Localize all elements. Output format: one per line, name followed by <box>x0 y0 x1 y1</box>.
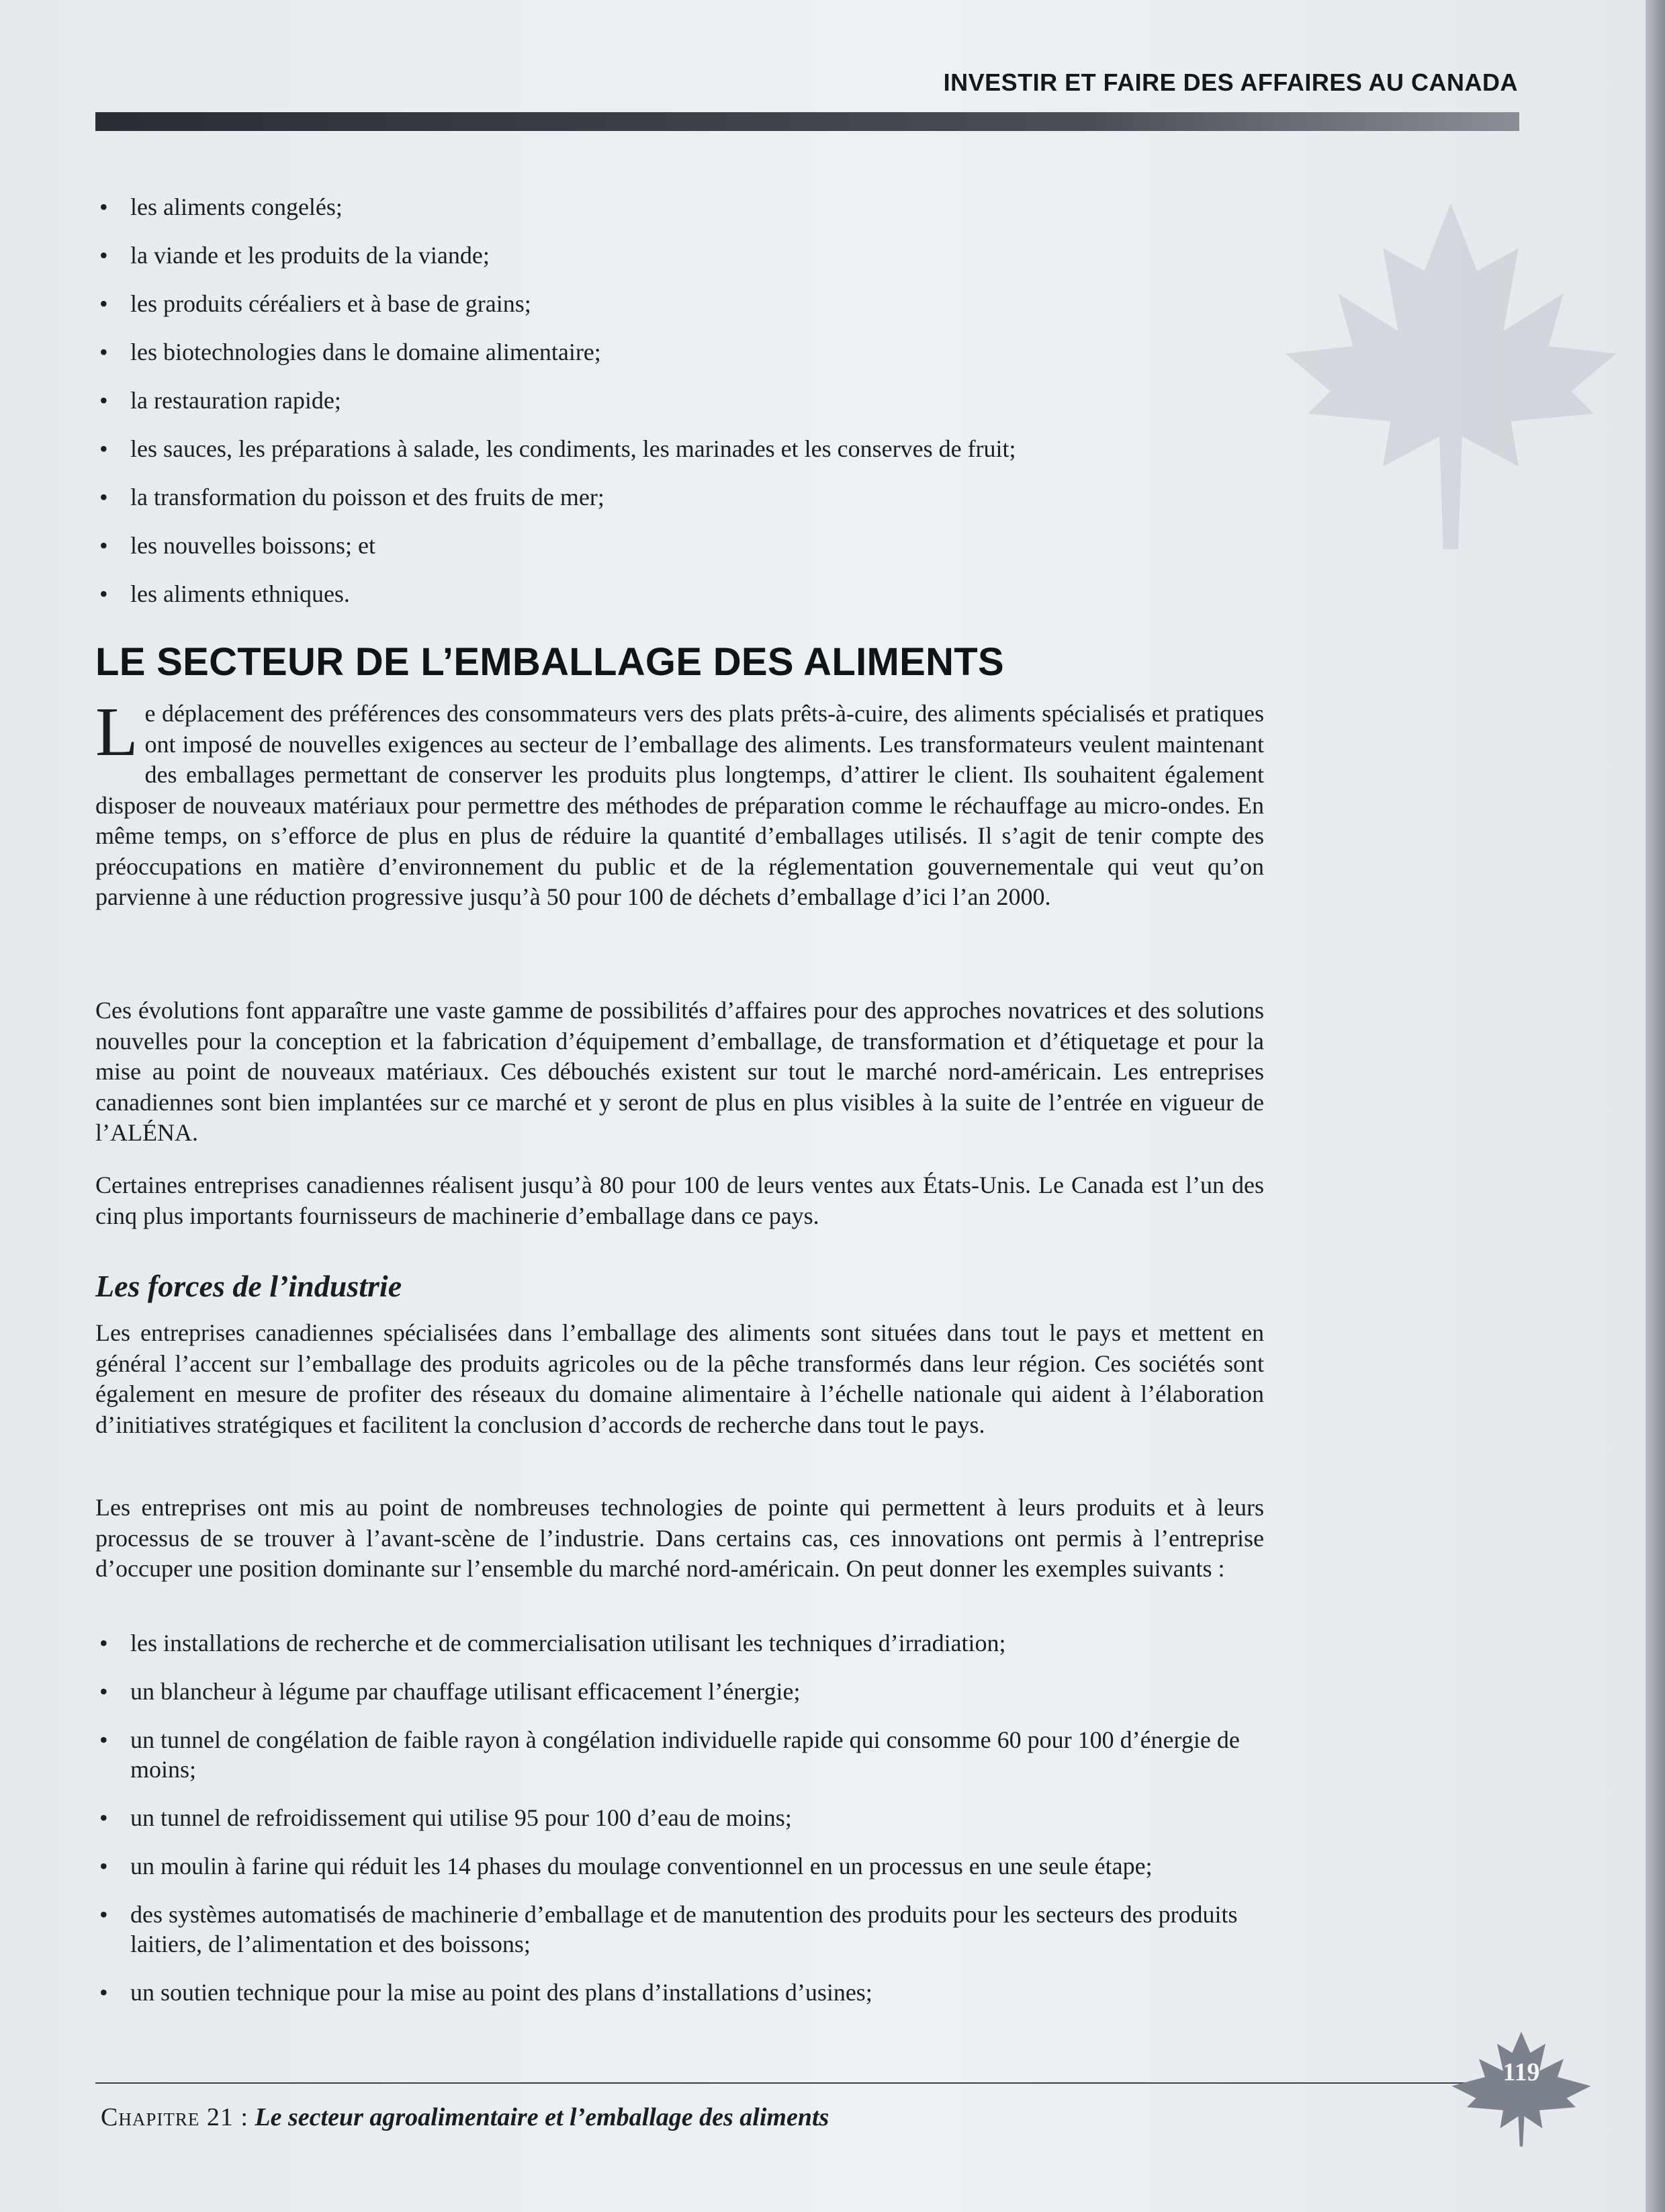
list-item-text: la restauration rapide; <box>130 387 341 414</box>
list-item-text: les installations de recherche et de commercialisation utilisant les techniques d’irradiation; <box>130 1630 1006 1656</box>
maple-leaf-badge-icon <box>1444 2029 1599 2150</box>
list-item <box>95 386 1264 415</box>
subsection-heading: Les forces de l’industrie <box>95 1269 402 1303</box>
bullet-icon: • <box>99 1630 108 1656</box>
bullet-icon: • <box>99 193 108 220</box>
innovation-examples-list <box>95 1628 1264 2026</box>
list-item <box>95 579 1264 609</box>
bullet-icon: • <box>99 1804 108 1831</box>
list-item <box>95 482 1264 512</box>
intro-paragraph-text: e déplacement des préférences des consommateurs vers des plats prêts-à-cuire, des aliments spécialisés et pratiques ont imposé de nouvelles exigences au secteur de l’emballage des aliments. Les transformateurs veulent maintenant des emballages permettant de conserver les produits plus longtemps, d’attirer le client. Ils souhaitent également disposer de nouveaux matériaux pour permettre des méthodes de préparation comme le réchauffage au micro-ondes. En même temps, on s’efforce de plus en plus de réduire la quantité d’emballages utilisés. Il s’agit de tenir compte des préoccupations en matière d’environnement du public et de la réglementation gouvernementale qui veut qu’on parvienne à une réduction progressive jusqu’à 50 pour 100 de déchets d’emballage d’ici l’an 2000. <box>95 700 1264 910</box>
list-item <box>95 192 1264 222</box>
bullet-icon: • <box>99 580 108 607</box>
list-item-text: les biotechnologies dans le domaine alimentaire; <box>130 339 601 365</box>
list-item-text: un soutien technique pour la mise au point des plans d’installations d’usines; <box>130 1979 872 2006</box>
list-item <box>95 531 1264 560</box>
list-item <box>95 1978 1264 2007</box>
bullet-icon: • <box>99 1853 108 1879</box>
bullet-icon: • <box>99 1678 108 1705</box>
list-item <box>95 1628 1264 1658</box>
bullet-icon: • <box>99 339 108 365</box>
bullet-icon: • <box>99 1979 108 2006</box>
footer-rule <box>95 2082 1479 2084</box>
list-item <box>95 337 1264 367</box>
list-item <box>95 1851 1264 1881</box>
footer-chapter-subject: Le secteur agroalimentaire et l’emballage des aliments <box>255 2103 829 2131</box>
intro-paragraph <box>95 693 1264 913</box>
list-item-text: les sauces, les préparations à salade, les condiments, les marinades et les conserves de fruit; <box>130 435 1016 462</box>
chapter-footer <box>101 2103 829 2132</box>
bullet-icon: • <box>99 484 108 511</box>
page-number: 119 <box>1502 2058 1540 2086</box>
list-item-text: un blancheur à légume par chauffage utilisant efficacement l’énergie; <box>130 1678 801 1705</box>
list-item-text: un tunnel de refroidissement qui utilise 95 pour 100 d’eau de moins; <box>130 1804 792 1831</box>
footer-chapter-label: Chapitre 21 : <box>101 2103 249 2131</box>
exports-paragraph: Certaines entreprises canadiennes réalisent jusqu’à 80 pour 100 de leurs ventes aux États-Unis. Le Canada est l’un des cinq plus importants fournisseurs de machinerie d’emballage dans ce pays. <box>95 1171 1264 1229</box>
drop-cap: L <box>95 693 138 770</box>
opportunities-paragraph: Ces évolutions font apparaître une vaste gamme de possibilités d’affaires pour des approches novatrices et des solutions nouvelles pour la conception et la fabrication d’équipement d’emballage, de transformation et d’étiquetage et pour la mise au point de nouveaux matériaux. Ces débouchés existent sur tout le marché nord-américain. Les entreprises canadiennes sont bien implantées sur ce marché et y seront de plus en plus visibles à la suite de l’entrée en vigueur de l’ALÉNA. <box>95 997 1264 1146</box>
list-item-text: la viande et les produits de la viande; <box>130 242 490 269</box>
list-item-text: des systèmes automatisés de machinerie d’emballage et de manutention des produits pour les secteurs des produits laitiers, de l’alimentation et des boissons; <box>130 1901 1238 1957</box>
list-item-text: les produits céréaliers et à base de grains; <box>130 290 531 317</box>
bullet-icon: • <box>99 532 108 559</box>
maple-leaf-watermark-icon <box>1263 188 1639 564</box>
header-rule <box>95 112 1519 131</box>
bullet-icon: • <box>99 1726 108 1753</box>
list-item <box>95 1803 1264 1832</box>
list-item-text: la transformation du poisson et des fruits de mer; <box>130 484 604 511</box>
bullet-icon: • <box>99 290 108 317</box>
list-item <box>95 1900 1264 1959</box>
strengths-paragraph: Les entreprises canadiennes spécialisées dans l’emballage des aliments sont situées dans tout le pays et mettent en général l’accent sur l’emballage des produits agricoles ou de la pêche transformés dans leur région. Ces sociétés sont également en mesure de profiter des réseaux du domaine alimentaire à l’échelle nationale qui aident à l’élaboration d’initiatives stratégiques et facilitent la conclusion d’accords de recherche dans tout le pays. <box>95 1319 1264 1438</box>
bullet-icon: • <box>99 387 108 414</box>
bullet-icon: • <box>99 435 108 462</box>
list-item-text: les aliments ethniques. <box>130 580 350 607</box>
list-item <box>95 240 1264 270</box>
list-item <box>95 1725 1264 1784</box>
list-item-text: les nouvelles boissons; et <box>130 532 375 559</box>
food-sectors-list <box>95 192 1264 627</box>
running-header: INVESTIR ET FAIRE DES AFFAIRES AU CANADA <box>943 69 1518 96</box>
section-heading: LE SECTEUR DE L’EMBALLAGE DES ALIMENTS <box>95 640 1004 684</box>
technologies-paragraph: Les entreprises ont mis au point de nombreuses technologies de pointe qui permettent à leurs produits et à leurs processus de se trouver à l’avant-scène de l’industrie. Dans certains cas, ces innovations ont permis à l’entreprise d’occuper une position dominante sur l’ensemble du marché nord-américain. On peut donner les exemples suivants : <box>95 1494 1264 1582</box>
binding-gutter <box>1646 0 1665 2212</box>
list-item <box>95 289 1264 318</box>
bullet-icon: • <box>99 242 108 269</box>
list-item <box>95 434 1264 463</box>
list-item-text: un tunnel de congélation de faible rayon à congélation individuelle rapide qui consomme 60 pour 100 d’énergie de moins; <box>130 1726 1240 1783</box>
list-item-text: les aliments congelés; <box>130 193 343 220</box>
list-item <box>95 1677 1264 1706</box>
list-item-text: un moulin à farine qui réduit les 14 phases du moulage conventionnel en un processus en une seule étape; <box>130 1853 1153 1879</box>
bullet-icon: • <box>99 1901 108 1928</box>
